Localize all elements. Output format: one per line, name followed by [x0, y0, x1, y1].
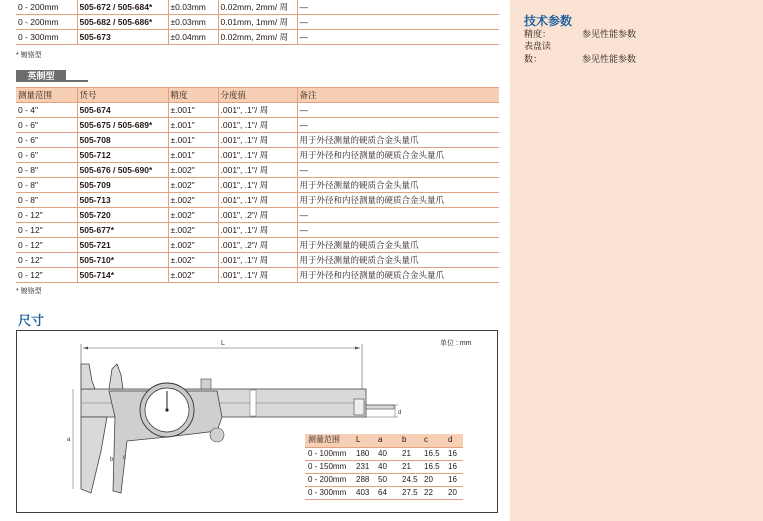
- table-cell: ±0.03mm: [168, 0, 218, 15]
- table-cell: 16.5: [421, 460, 445, 473]
- table-cell: —: [297, 208, 499, 223]
- table-cell: 0.01mm, 1mm/ 周: [218, 15, 297, 30]
- inch-spec-table: [16, 87, 499, 283]
- table-cell: 0 - 6": [16, 133, 77, 148]
- dim-col-a: a: [375, 434, 399, 447]
- table-cell: .001", .1"/ 周: [218, 253, 297, 268]
- table-cell: 0 - 300mm: [16, 30, 77, 45]
- table-cell: .001", .1"/ 周: [218, 118, 297, 133]
- table-cell: .001", .1"/ 周: [218, 193, 297, 208]
- dimensions-title: 尺寸: [18, 313, 45, 328]
- table-row: [305, 486, 463, 499]
- table-cell: .001", .1"/ 周: [218, 268, 297, 283]
- table-cell: .001", .1"/ 周: [218, 103, 297, 118]
- table-cell: 64: [375, 486, 399, 499]
- table-cell: .001", .2"/ 周: [218, 208, 297, 223]
- tech-specs-title: 技术参数: [524, 14, 573, 28]
- table-row: [16, 30, 499, 45]
- table-cell: ±.002": [168, 178, 218, 193]
- table-cell: 505-682 / 505-686*: [77, 15, 168, 30]
- label-c: c: [123, 455, 126, 461]
- table-cell: 用于外径和内径测量的硬质合金头量爪: [297, 193, 499, 208]
- table-cell: 505-674: [77, 103, 168, 118]
- col-header-accuracy: 精度: [168, 88, 218, 103]
- label-b: b: [110, 457, 114, 463]
- table-cell: .001", .2"/ 周: [218, 238, 297, 253]
- table-row: [16, 178, 499, 193]
- table-cell: 0 - 8": [16, 163, 77, 178]
- table-cell: 0 - 100mm: [305, 447, 353, 460]
- table-cell: 505-676 / 505-690*: [77, 163, 168, 178]
- table-cell: 505-712: [77, 148, 168, 163]
- spec-row-dial-reading: [524, 39, 636, 65]
- table-cell: 0 - 200mm: [305, 473, 353, 486]
- table-row: [16, 268, 499, 283]
- table-cell: 0 - 200mm: [16, 15, 77, 30]
- table-cell: ±.001": [168, 103, 218, 118]
- table-row: [16, 133, 499, 148]
- table-cell: ±.002": [168, 193, 218, 208]
- spec-key: 精度：: [524, 29, 552, 39]
- table-cell: 用于外径测量的硬质合金头量爪: [297, 253, 499, 268]
- table-row: [16, 0, 499, 15]
- inch-type-label: 英制型: [16, 70, 66, 82]
- table-cell: 0 - 150mm: [305, 460, 353, 473]
- table-cell: .001", .1"/ 周: [218, 148, 297, 163]
- table-cell: 40: [375, 447, 399, 460]
- dimension-table: [305, 434, 463, 500]
- table-cell: 505-709: [77, 178, 168, 193]
- table-cell: 20: [421, 473, 445, 486]
- table-cell: 0 - 4": [16, 103, 77, 118]
- table-cell: 50: [375, 473, 399, 486]
- table-cell: ±.002": [168, 253, 218, 268]
- table-cell: ±.001": [168, 118, 218, 133]
- col-header-remarks: 备注: [297, 88, 499, 103]
- table-cell: 505-708: [77, 133, 168, 148]
- table-row: [16, 118, 499, 133]
- dim-col-c: c: [421, 434, 445, 447]
- dim-col-b: b: [399, 434, 421, 447]
- table-cell: —: [297, 103, 499, 118]
- table-cell: 0 - 300mm: [305, 486, 353, 499]
- table-cell: 0 - 6": [16, 118, 77, 133]
- table-cell: 0.02mm, 2mm/ 周: [218, 30, 297, 45]
- table-row: [16, 193, 499, 208]
- label-L: L: [221, 340, 225, 347]
- table-cell: 0 - 12": [16, 208, 77, 223]
- chrome-note-2: * 镀铬型: [16, 288, 42, 295]
- table-cell: —: [297, 30, 499, 45]
- table-cell: ±.002": [168, 223, 218, 238]
- table-cell: .001", .1"/ 周: [218, 223, 297, 238]
- table-cell: —: [297, 0, 499, 15]
- dim-table-header: [305, 434, 463, 447]
- table-cell: ±.002": [168, 238, 218, 253]
- table-cell: 505-713: [77, 193, 168, 208]
- chrome-note-1: * 镀铬型: [16, 52, 42, 59]
- table-cell: 0 - 8": [16, 178, 77, 193]
- table-cell: 0 - 12": [16, 253, 77, 268]
- table-cell: 0 - 6": [16, 148, 77, 163]
- table-cell: 40: [375, 460, 399, 473]
- table-cell: ±.002": [168, 163, 218, 178]
- label-a: a: [67, 437, 71, 443]
- table-cell: 0 - 200mm: [16, 0, 77, 15]
- table-cell: ±.002": [168, 208, 218, 223]
- table-row: [16, 223, 499, 238]
- table-cell: 用于外径和内径测量的硬质合金头量爪: [297, 268, 499, 283]
- table-cell: —: [297, 15, 499, 30]
- table-cell: .001", .1"/ 周: [218, 163, 297, 178]
- table-row: [16, 15, 499, 30]
- col-header-range: 测量范围: [16, 88, 77, 103]
- table-row: [16, 103, 499, 118]
- table-cell: ±.002": [168, 268, 218, 283]
- table-cell: 0.02mm, 2mm/ 周: [218, 0, 297, 15]
- table-cell: —: [297, 118, 499, 133]
- table-cell: 24.5: [399, 473, 421, 486]
- table-row: [16, 253, 499, 268]
- table-cell: 用于外径和内径测量的硬质合金头量爪: [297, 148, 499, 163]
- dim-col-range: 测量范围: [305, 434, 353, 447]
- table-cell: 0 - 12": [16, 223, 77, 238]
- table-cell: 505-714*: [77, 268, 168, 283]
- table-row: [16, 163, 499, 178]
- table-cell: 505-672 / 505-684*: [77, 0, 168, 15]
- table-row: [305, 460, 463, 473]
- table-cell: ±0.04mm: [168, 30, 218, 45]
- dim-col-L: L: [353, 434, 375, 447]
- table-cell: 16: [445, 447, 463, 460]
- table-cell: 288: [353, 473, 375, 486]
- col-header-graduation: 分度值: [218, 88, 297, 103]
- metric-rows-table: [16, 0, 499, 45]
- tech-specs-sidebar: [510, 0, 763, 521]
- table-cell: 21: [399, 447, 421, 460]
- table-cell: 0 - 12": [16, 238, 77, 253]
- table-cell: 505-677*: [77, 223, 168, 238]
- unit-label: 单位 : mm: [440, 340, 472, 347]
- table-cell: ±0.03mm: [168, 15, 218, 30]
- spec-value: 参见性能参数: [582, 54, 637, 64]
- table-cell: —: [297, 163, 499, 178]
- dim-col-d: d: [445, 434, 463, 447]
- table-cell: 27.5: [399, 486, 421, 499]
- table-cell: —: [297, 223, 499, 238]
- table-cell: .001", .1"/ 周: [218, 178, 297, 193]
- table-cell: 用于外径测量的硬质合金头量爪: [297, 178, 499, 193]
- table-cell: 16: [445, 460, 463, 473]
- table-cell: 21: [399, 460, 421, 473]
- table-cell: 231: [353, 460, 375, 473]
- label-d: d: [398, 410, 402, 416]
- table-cell: ±.001": [168, 133, 218, 148]
- table-cell: ±.001": [168, 148, 218, 163]
- table-row: [16, 148, 499, 163]
- badge-underline: [66, 80, 88, 82]
- table-row: [305, 473, 463, 486]
- inch-type-badge: [16, 70, 88, 83]
- table-cell: 20: [445, 486, 463, 499]
- table-cell: 用于外径测量的硬质合金头量爪: [297, 238, 499, 253]
- table-cell: 403: [353, 486, 375, 499]
- col-header-code: 货号: [77, 88, 168, 103]
- table-cell: 0 - 12": [16, 268, 77, 283]
- table-cell: 16.5: [421, 447, 445, 460]
- table-cell: 505-721: [77, 238, 168, 253]
- table-row: [305, 447, 463, 460]
- spec-value: 参见性能参数: [582, 29, 637, 39]
- table-cell: 505-710*: [77, 253, 168, 268]
- table-cell: 用于外径测量的硬质合金头量爪: [297, 133, 499, 148]
- table-cell: 505-720: [77, 208, 168, 223]
- table-row: [16, 208, 499, 223]
- table-cell: 180: [353, 447, 375, 460]
- table-cell: .001", .1"/ 周: [218, 133, 297, 148]
- table-cell: 16: [445, 473, 463, 486]
- inch-table-header: [16, 88, 499, 103]
- table-row: [16, 238, 499, 253]
- spec-key: 表盘读数：: [524, 41, 552, 64]
- table-cell: 22: [421, 486, 445, 499]
- table-cell: 0 - 8": [16, 193, 77, 208]
- table-cell: 505-675 / 505-689*: [77, 118, 168, 133]
- table-cell: 505-673: [77, 30, 168, 45]
